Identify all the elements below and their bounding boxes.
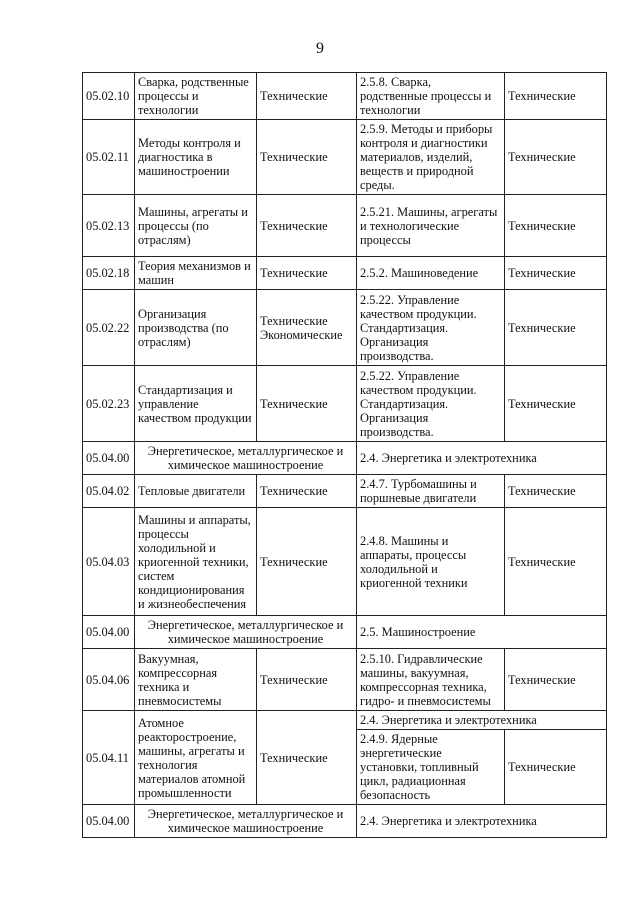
new-sciences-cell: Технические xyxy=(505,257,607,290)
table-row xyxy=(83,120,607,195)
new-spec-cell: 2.5.10. Гидравлические машины, вакуумная, компрессорная техника, гидро- и пневмосистемы xyxy=(357,649,505,711)
table-row xyxy=(83,257,607,290)
table-row xyxy=(83,290,607,366)
specialty-table xyxy=(82,72,607,838)
code-cell: 05.04.00 xyxy=(83,616,135,649)
page-number: 9 xyxy=(316,40,324,57)
name-cell: Теория механизмов и машин xyxy=(135,257,257,290)
group-title-cell: Энергетическое, металлургическое и химическое машиностроение xyxy=(135,805,357,838)
group-spec-cell: 2.4. Энергетика и электротехника xyxy=(357,805,607,838)
code-cell: 05.04.03 xyxy=(83,508,135,616)
new-sciences-cell: Технические xyxy=(505,730,607,805)
code-cell: 05.02.18 xyxy=(83,257,135,290)
table-row xyxy=(83,195,607,257)
code-cell: 05.04.06 xyxy=(83,649,135,711)
new-sciences-cell: Технические xyxy=(505,195,607,257)
new-sciences-cell: Технические xyxy=(505,366,607,442)
name-cell: Сварка, родственные процессы и технологии xyxy=(135,73,257,120)
new-spec-cell: 2.5.2. Машиноведение xyxy=(357,257,505,290)
code-cell: 05.04.02 xyxy=(83,475,135,508)
new-sciences-cell: Технические xyxy=(505,508,607,616)
name-cell: Организация производства (по отраслям) xyxy=(135,290,257,366)
table-row xyxy=(83,508,607,616)
new-sciences-cell: Технические xyxy=(505,73,607,120)
table-row xyxy=(83,616,607,649)
sciences-cell: Технические Экономические xyxy=(257,290,357,366)
table-row xyxy=(83,649,607,711)
sciences-cell: Технические xyxy=(257,73,357,120)
code-cell: 05.02.10 xyxy=(83,73,135,120)
name-cell: Тепловые двигатели xyxy=(135,475,257,508)
new-sciences-cell: Технические xyxy=(505,649,607,711)
code-cell: 05.04.00 xyxy=(83,442,135,475)
sciences-cell: Технические xyxy=(257,711,357,805)
new-spec-cell: 2.4.8. Машины и аппараты, процессы холодильной и криогенной техники xyxy=(357,508,505,616)
code-cell: 05.02.13 xyxy=(83,195,135,257)
new-spec-cell: 2.5.21. Машины, агрегаты и технологические процессы xyxy=(357,195,505,257)
group-spec-cell: 2.4. Энергетика и электротехника xyxy=(357,442,607,475)
code-cell: 05.02.23 xyxy=(83,366,135,442)
new-sciences-cell: Технические xyxy=(505,120,607,195)
sciences-cell: Технические xyxy=(257,195,357,257)
sciences-cell: Технические xyxy=(257,120,357,195)
group-title-cell: Энергетическое, металлургическое и химическое машиностроение xyxy=(135,442,357,475)
new-sciences-cell: Технические xyxy=(505,475,607,508)
code-cell: 05.04.11 xyxy=(83,711,135,805)
name-cell: Атомное реакторостроение, машины, агрегаты и технология материалов атомной промышленности xyxy=(135,711,257,805)
sciences-cell: Технические xyxy=(257,366,357,442)
sciences-cell: Технические xyxy=(257,508,357,616)
table-row xyxy=(83,475,607,508)
name-cell: Методы контроля и диагностика в машиностроении xyxy=(135,120,257,195)
new-spec-cell: 2.5.8. Сварка, родственные процессы и технологии xyxy=(357,73,505,120)
sciences-cell: Технические xyxy=(257,257,357,290)
sciences-cell: Технические xyxy=(257,649,357,711)
new-spec-cell: 2.4.7. Турбомашины и поршневые двигатели xyxy=(357,475,505,508)
table-row xyxy=(83,805,607,838)
table-row xyxy=(83,711,607,730)
new-spec-cell: 2.5.9. Методы и приборы контроля и диагностики материалов, изделий, веществ и природной среды. xyxy=(357,120,505,195)
new-sciences-cell: Технические xyxy=(505,290,607,366)
table-row xyxy=(83,73,607,120)
name-cell: Машины, агрегаты и процессы (по отраслям) xyxy=(135,195,257,257)
group-title-cell: Энергетическое, металлургическое и химическое машиностроение xyxy=(135,616,357,649)
name-cell: Машины и аппараты, процессы холодильной и криогенной техники, систем кондиционирования и жизнеобеспечения xyxy=(135,508,257,616)
new-spec-cell: 2.4.9. Ядерные энергетические установки, топливный цикл, радиационная безопасность xyxy=(357,730,505,805)
sciences-cell: Технические xyxy=(257,475,357,508)
group-spec-cell: 2.5. Машиностроение xyxy=(357,616,607,649)
new-spec-cell: 2.5.22. Управление качеством продукции. Стандартизация. Организация производства. xyxy=(357,290,505,366)
group-spec-cell: 2.4. Энергетика и электротехника xyxy=(357,711,607,730)
code-cell: 05.02.22 xyxy=(83,290,135,366)
table-row xyxy=(83,366,607,442)
name-cell: Стандартизация и управление качеством продукции xyxy=(135,366,257,442)
name-cell: Вакуумная, компрессорная техника и пневмосистемы xyxy=(135,649,257,711)
code-cell: 05.04.00 xyxy=(83,805,135,838)
new-spec-cell: 2.5.22. Управление качеством продукции. Стандартизация. Организация производства. xyxy=(357,366,505,442)
table-row xyxy=(83,442,607,475)
code-cell: 05.02.11 xyxy=(83,120,135,195)
